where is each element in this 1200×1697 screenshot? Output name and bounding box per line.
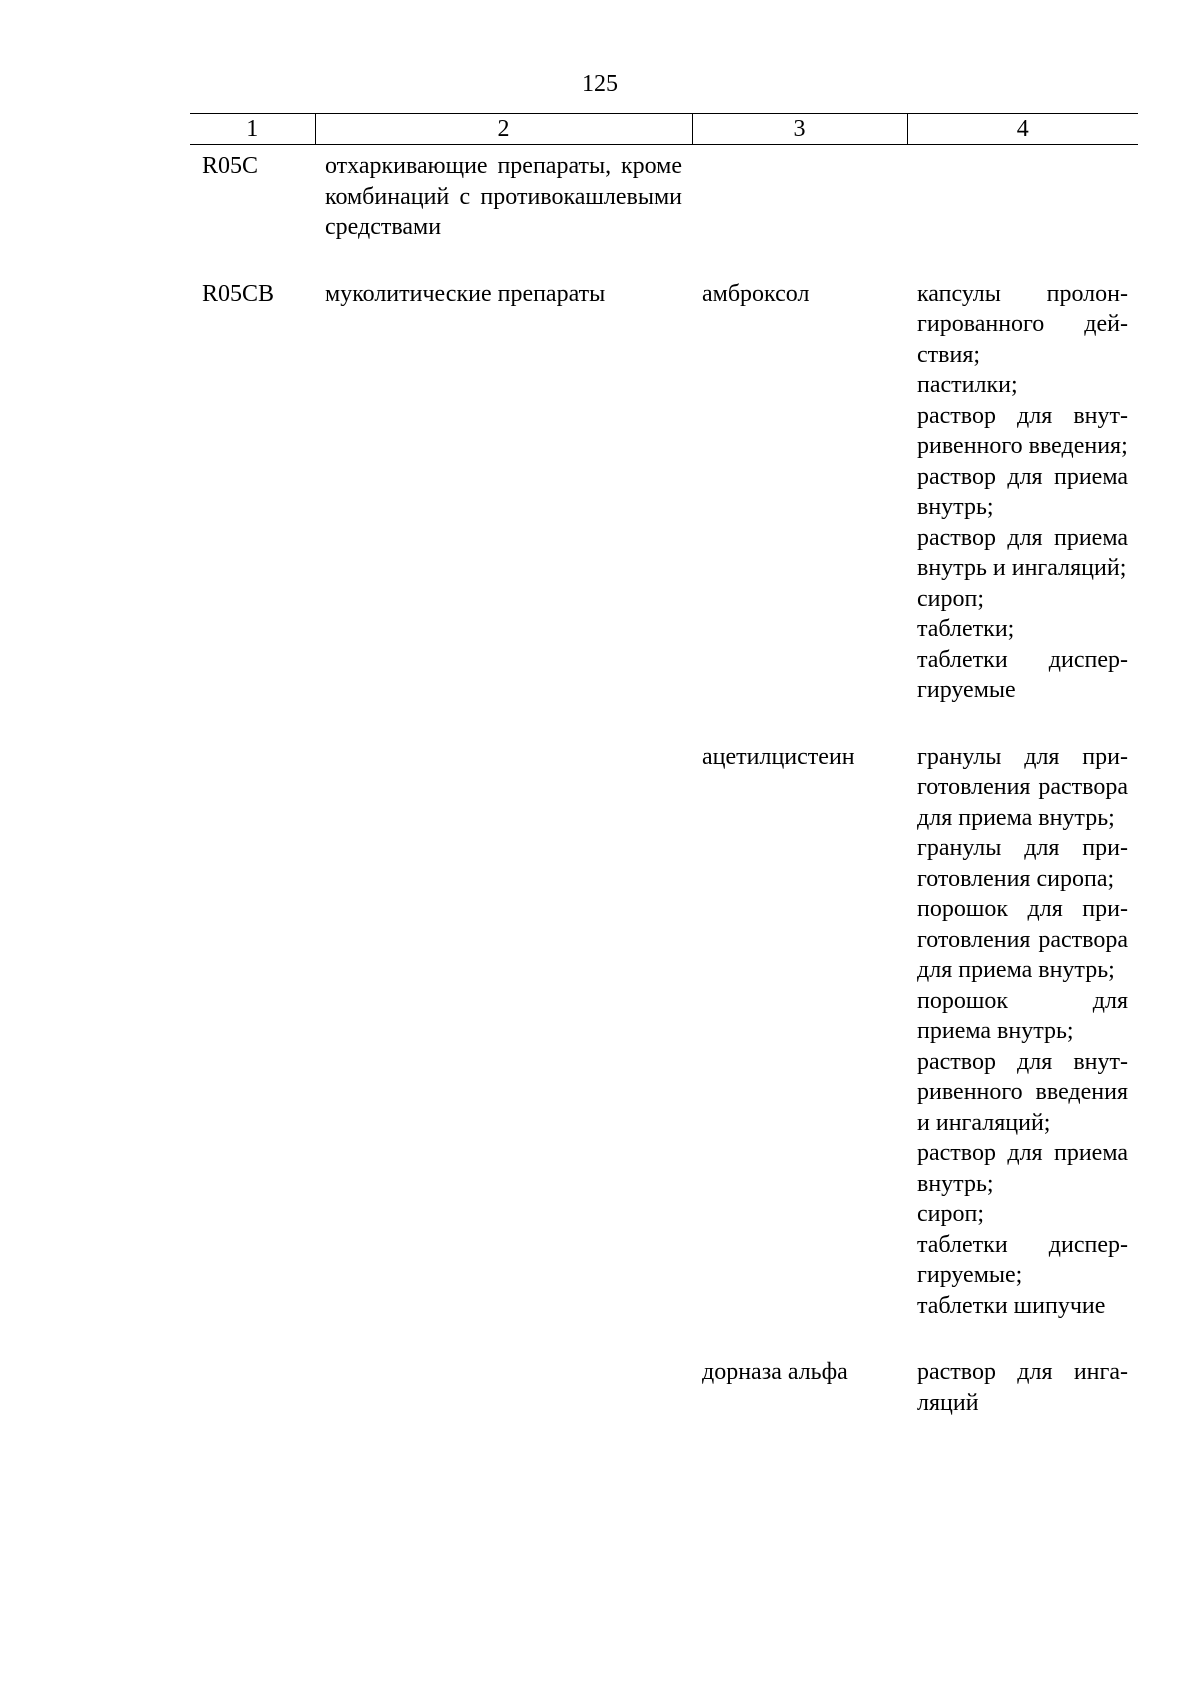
dosage-forms — [907, 1351, 1138, 1448]
table-row — [190, 1351, 1138, 1448]
atc-code — [190, 736, 315, 1352]
dosage-form-item: раствор для ингаляций — [917, 1359, 1128, 1416]
dosage-form-item: таблетки диспергируемые — [917, 646, 1128, 703]
dosage-form-item: пастилки; — [917, 372, 1018, 398]
dosage-form-item: раствор для приема внутрь; — [917, 1140, 1128, 1197]
dosage-form-item: таблетки шипучие — [917, 1292, 1106, 1319]
dosage-forms — [907, 145, 1138, 273]
pharmacological-group — [315, 736, 692, 1352]
dosage-form-item: сироп; — [917, 1201, 985, 1227]
atc-code: R05CB — [202, 280, 275, 307]
active-substance: амброксол — [702, 280, 810, 307]
dosage-form-item: сироп; — [917, 585, 985, 612]
active-substance — [692, 145, 907, 273]
dosage-form-item: порошок для приготовления раствора для приема внутрь; — [917, 896, 1128, 983]
atc-code — [190, 1351, 315, 1448]
column-header-3: 3 — [692, 114, 907, 145]
dosage-form-item: гранулы для приготовления раствора для приема внутрь; — [917, 743, 1128, 831]
pharmacological-group: отхаркивающие препараты, кроме комбинаций с противокашлевыми средствами — [325, 153, 682, 240]
column-header-4: 4 — [907, 114, 1138, 145]
header-row — [190, 114, 1138, 145]
pharmacological-group: муколитические препараты — [325, 280, 606, 307]
dosage-form-item: раствор для внутривенного введения и ингаляций; — [917, 1048, 1128, 1136]
dosage-form-item: капсулы пролонгированного действия; — [917, 280, 1128, 368]
dosage-form-item: таблетки диспергируемые; — [917, 1231, 1128, 1288]
dosage-form-item: таблетки; — [917, 616, 1015, 642]
dosage-form-item: раствор для приема внутрь; — [917, 463, 1128, 520]
dosage-form-item: раствор для внутривенного введения; — [917, 402, 1128, 459]
active-substance: ацетилцистеин — [702, 743, 855, 770]
drug-table — [190, 113, 1138, 1448]
dosage-form-item: гранулы для приготовления сиропа; — [917, 835, 1128, 892]
table-row — [190, 145, 1138, 273]
atc-code: R05C — [202, 153, 259, 179]
page-number: 125 — [582, 71, 618, 97]
column-header-1: 1 — [190, 114, 315, 145]
pharmacological-group — [315, 1351, 692, 1448]
dosage-forms — [907, 736, 1138, 1352]
dosage-forms — [907, 273, 1138, 736]
dosage-form-item: порошок для приема внутрь; — [917, 987, 1128, 1044]
active-substance: дорназа альфа — [702, 1359, 848, 1385]
dosage-form-item: раствор для приема внутрь и ингаляций; — [917, 524, 1128, 581]
table-row — [190, 273, 1138, 736]
column-header-2: 2 — [315, 114, 692, 145]
table-row — [190, 736, 1138, 1352]
